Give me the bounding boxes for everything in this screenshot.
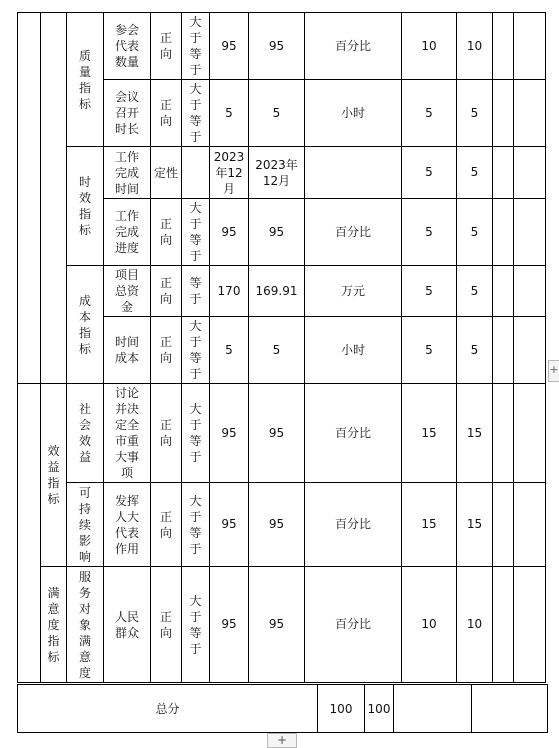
empty-cell <box>514 13 546 80</box>
indicator-name-cell: 时间成本 <box>104 317 151 384</box>
target-cell: 95 <box>210 199 249 266</box>
score-cell: 15 <box>457 483 493 567</box>
actual-cell: 95 <box>249 384 305 483</box>
indicator-name-cell: 发挥人大代表作用 <box>104 483 151 567</box>
weight-cell: 5 <box>402 266 457 317</box>
score-cell: 10 <box>457 567 493 683</box>
target-cell: 95 <box>210 567 249 683</box>
score-cell: 10 <box>457 13 493 80</box>
weight-cell: 15 <box>402 384 457 483</box>
operator-cell: 大于等于 <box>182 567 210 683</box>
operator-cell: 等于 <box>182 266 210 317</box>
table-edge-handle[interactable]: + <box>548 360 559 382</box>
category-cell: 效益指标 <box>41 384 67 567</box>
empty-cell <box>514 483 546 567</box>
operator-cell: 大于等于 <box>182 199 210 266</box>
weight-cell: 5 <box>402 317 457 384</box>
unit-cell: 百分比 <box>305 199 402 266</box>
empty-cell <box>514 80 546 147</box>
empty-cell <box>493 80 514 147</box>
score-cell: 5 <box>457 317 493 384</box>
operator-cell: 大于等于 <box>182 483 210 567</box>
empty-cell <box>514 317 546 384</box>
weight-cell: 5 <box>402 199 457 266</box>
outer-left-cell <box>18 13 41 384</box>
target-cell: 2023年12月 <box>210 147 249 199</box>
actual-cell: 5 <box>249 317 305 384</box>
empty-cell <box>514 266 546 317</box>
actual-cell: 169.91 <box>249 266 305 317</box>
operator-cell <box>182 147 210 199</box>
empty-cell <box>493 483 514 567</box>
indicator-name-cell: 会议召开时长 <box>104 80 151 147</box>
actual-cell: 5 <box>249 80 305 147</box>
target-cell: 95 <box>210 384 249 483</box>
unit-cell: 万元 <box>305 266 402 317</box>
table-row <box>18 147 546 199</box>
subcategory-cell: 质量指标 <box>67 13 104 147</box>
table-row <box>18 483 546 567</box>
unit-cell: 小时 <box>305 80 402 147</box>
indicator-name-cell: 参会代表数量 <box>104 13 151 80</box>
unit-cell: 小时 <box>305 317 402 384</box>
empty-cell <box>493 199 514 266</box>
indicator-name-cell: 工作完成时间 <box>104 147 151 199</box>
performance-table <box>17 12 546 683</box>
empty-cell <box>514 199 546 266</box>
category-cell: 满意度指标 <box>41 567 67 683</box>
direction-cell: 正向 <box>151 80 182 147</box>
table-row <box>18 384 546 483</box>
direction-cell: 正向 <box>151 567 182 683</box>
empty-cell <box>514 384 546 483</box>
actual-cell: 95 <box>249 13 305 80</box>
direction-cell: 正向 <box>151 199 182 266</box>
operator-cell: 大于等于 <box>182 317 210 384</box>
score-cell: 5 <box>457 147 493 199</box>
subcategory-cell: 可持续影响 <box>67 483 104 567</box>
empty-cell <box>514 147 546 199</box>
target-cell: 95 <box>210 483 249 567</box>
actual-cell: 95 <box>249 199 305 266</box>
actual-cell: 2023年12月 <box>249 147 305 199</box>
operator-cell: 大于等于 <box>182 80 210 147</box>
total-weight-cell: 100 <box>318 685 365 733</box>
direction-cell: 正向 <box>151 384 182 483</box>
weight-cell: 10 <box>402 567 457 683</box>
empty-cell <box>472 685 548 733</box>
target-cell: 95 <box>210 13 249 80</box>
weight-cell: 5 <box>402 80 457 147</box>
weight-cell: 5 <box>402 147 457 199</box>
weight-cell: 10 <box>402 13 457 80</box>
direction-cell: 正向 <box>151 317 182 384</box>
actual-cell: 95 <box>249 483 305 567</box>
table-row <box>18 567 546 683</box>
unit-cell: 百分比 <box>305 483 402 567</box>
category-cell-output <box>41 13 67 384</box>
outer-left-cell <box>18 384 41 683</box>
total-table <box>17 684 548 733</box>
unit-cell <box>305 147 402 199</box>
score-cell: 5 <box>457 80 493 147</box>
subcategory-cell: 服务对象满意度 <box>67 567 104 683</box>
indicator-name-cell: 工作完成进度 <box>104 199 151 266</box>
score-cell: 5 <box>457 266 493 317</box>
indicator-name-cell: 人民群众 <box>104 567 151 683</box>
table-row <box>18 13 546 80</box>
operator-cell: 大于等于 <box>182 13 210 80</box>
indicator-name-cell: 项目总资金 <box>104 266 151 317</box>
empty-cell <box>493 567 514 683</box>
subcategory-cell: 时效指标 <box>67 147 104 266</box>
subcategory-cell: 成本指标 <box>67 266 104 384</box>
score-cell: 15 <box>457 384 493 483</box>
unit-cell: 百分比 <box>305 13 402 80</box>
total-label: 总分 <box>18 685 318 733</box>
direction-cell: 定性 <box>151 147 182 199</box>
actual-cell: 95 <box>249 567 305 683</box>
target-cell: 170 <box>210 266 249 317</box>
direction-cell: 正向 <box>151 483 182 567</box>
unit-cell: 百分比 <box>305 384 402 483</box>
empty-cell <box>493 13 514 80</box>
empty-cell <box>493 147 514 199</box>
operator-cell: 大于等于 <box>182 384 210 483</box>
empty-cell <box>493 384 514 483</box>
target-cell: 5 <box>210 80 249 147</box>
total-score-cell: 100 <box>365 685 394 733</box>
empty-cell <box>514 567 546 683</box>
weight-cell: 15 <box>402 483 457 567</box>
indicator-name-cell: 讨论并决定全市重大事项 <box>104 384 151 483</box>
empty-cell <box>493 266 514 317</box>
direction-cell: 正向 <box>151 266 182 317</box>
total-row <box>18 685 548 733</box>
score-cell: 5 <box>457 199 493 266</box>
unit-cell: 百分比 <box>305 567 402 683</box>
direction-cell: 正向 <box>151 13 182 80</box>
empty-cell <box>493 317 514 384</box>
subcategory-cell: 社会效益 <box>67 384 104 483</box>
target-cell: 5 <box>210 317 249 384</box>
add-row-button[interactable]: + <box>267 733 297 748</box>
table-row <box>18 266 546 317</box>
empty-cell <box>394 685 472 733</box>
